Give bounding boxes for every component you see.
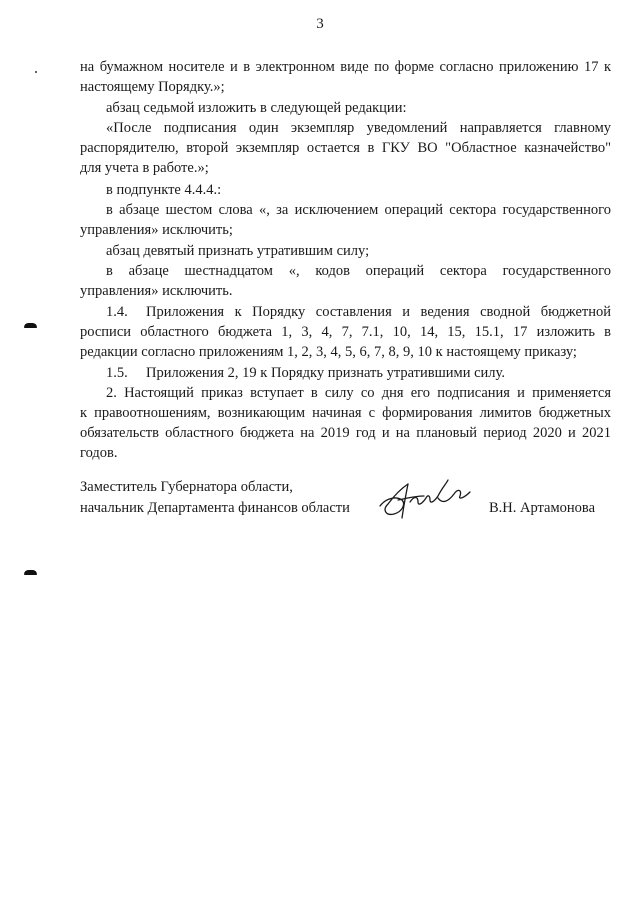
paragraph-line: росписи областного бюджета 1, 3, 4, 7, 7.1, 10, 14, 15, 15.1, 17 изложить в [80, 324, 611, 340]
page-number: 3 [316, 16, 324, 32]
paragraph-line: в абзаце шестом слова «, за исключением операций сектора государственного [106, 202, 611, 218]
paragraph-line: абзац девятый признать утратившим силу; [106, 243, 370, 259]
item-number: 1.4. [106, 304, 128, 320]
paragraph-line: управления» исключить. [80, 283, 233, 299]
paragraph-line: к правоотношениям, возникающим начиная с формирования лимитов бюджетных [80, 405, 611, 421]
paragraph-line: 2. Настоящий приказ вступает в силу со дня его подписания и применяется [106, 385, 611, 401]
paragraph-line: редакции согласно приложениям 1, 2, 3, 4, 5, 6, 7, 8, 9, 10 к настоящему приказу; [80, 344, 577, 360]
signer-position: Заместитель Губернатора области, [80, 479, 293, 495]
paragraph-line: годов. [80, 445, 118, 461]
paragraph-line: обязательств областного бюджета на 2019 год и на плановый период 2020 и 2021 [80, 425, 611, 441]
handwritten-signature [372, 470, 472, 525]
punch-hole-mark [24, 570, 37, 575]
margin-speck [35, 71, 37, 73]
paragraph-line: для учета в работе.»; [80, 160, 209, 176]
paragraph-line: абзац седьмой изложить в следующей редакции: [106, 100, 407, 116]
paragraph-line: в абзаце шестнадцатом «, кодов операций сектора государственного [106, 263, 611, 279]
paragraph-line: «После подписания один экземпляр уведомлений направляется главному [106, 120, 611, 136]
punch-hole-mark [24, 323, 37, 328]
paragraph-line: распорядителю, второй экземпляр остается в ГКУ ВО "Областное казначейство" [80, 140, 611, 156]
paragraph-line: управления» исключить; [80, 222, 233, 238]
paragraph-line: на бумажном носителе и в электронном виде по форме согласно приложению 17 к [80, 59, 611, 75]
signer-name: В.Н. Артамонова [489, 500, 596, 516]
paragraph-line: в подпункте 4.4.4.: [106, 182, 222, 198]
item-number: 1.5. [106, 365, 128, 381]
paragraph-line: Приложения 2, 19 к Порядку признать утратившими силу. [146, 365, 505, 381]
signer-position: начальник Департамента финансов области [80, 500, 350, 516]
paragraph-line: Приложения к Порядку составления и ведения сводной бюджетной [146, 304, 611, 320]
paragraph-line: настоящему Порядку.»; [80, 79, 225, 95]
